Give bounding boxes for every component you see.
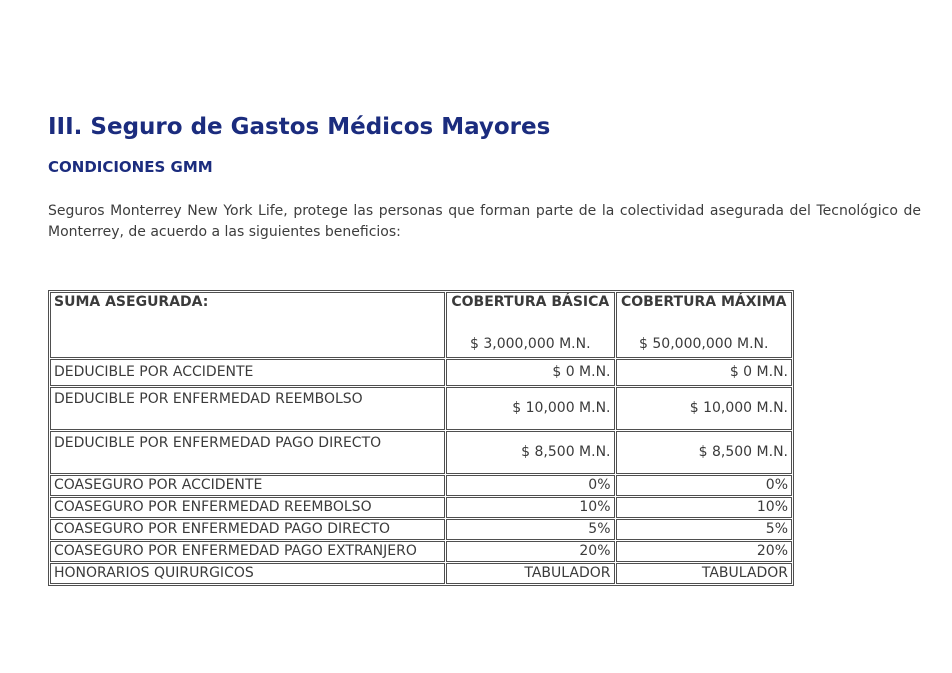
row-value-maxima: 5% [616, 519, 792, 540]
row-label: COASEGURO POR ENFERMEDAD PAGO EXTRANJERO [50, 541, 445, 562]
row-label: COASEGURO POR ACCIDENTE [50, 475, 445, 496]
table-row [50, 563, 792, 584]
row-value-maxima: $ 0 M.N. [616, 359, 792, 386]
cobertura-basica-amount: $ 3,000,000 M.N. [470, 336, 591, 352]
cobertura-maxima-amount: $ 50,000,000 M.N. [639, 336, 769, 352]
page-title: III. Seguro de Gastos Médicos Mayores [48, 114, 551, 140]
row-label: DEDUCIBLE POR ACCIDENTE [50, 359, 445, 386]
cobertura-basica-title: COBERTURA BÁSICA [451, 294, 610, 310]
row-value-basica: 5% [446, 519, 614, 540]
header-cobertura-maxima [616, 292, 792, 358]
table-row [50, 359, 792, 386]
row-label: DEDUCIBLE POR ENFERMEDAD PAGO DIRECTO [50, 431, 445, 474]
coverage-table [48, 290, 794, 586]
row-value-basica: TABULADOR [446, 563, 614, 584]
row-value-basica: $ 0 M.N. [446, 359, 614, 386]
table-row [50, 519, 792, 540]
row-value-basica: $ 8,500 M.N. [446, 431, 614, 474]
row-value-maxima: 10% [616, 497, 792, 518]
intro-paragraph: Seguros Monterrey New York Life, protege las personas que forman parte de la colectividad asegurada del Tecnológico de Monterrey, de acuerdo a las siguientes beneficios: [48, 203, 921, 240]
row-value-maxima: $ 10,000 M.N. [616, 387, 792, 430]
row-value-maxima: 0% [616, 475, 792, 496]
row-value-maxima: $ 8,500 M.N. [616, 431, 792, 474]
section-subtitle: CONDICIONES GMM [48, 158, 213, 176]
row-value-basica: 10% [446, 497, 614, 518]
row-value-maxima: TABULADOR [616, 563, 792, 584]
table-row [50, 475, 792, 496]
row-label: DEDUCIBLE POR ENFERMEDAD REEMBOLSO [50, 387, 445, 430]
table-row [50, 497, 792, 518]
row-value-basica: 20% [446, 541, 614, 562]
row-label: HONORARIOS QUIRURGICOS [50, 563, 445, 584]
table-header-row [50, 292, 792, 358]
header-suma-asegurada: SUMA ASEGURADA: [50, 292, 445, 358]
cobertura-maxima-title: COBERTURA MÁXIMA [621, 294, 787, 310]
row-value-maxima: 20% [616, 541, 792, 562]
header-cobertura-basica [446, 292, 614, 358]
row-value-basica: 0% [446, 475, 614, 496]
row-label: COASEGURO POR ENFERMEDAD REEMBOLSO [50, 497, 445, 518]
row-label: COASEGURO POR ENFERMEDAD PAGO DIRECTO [50, 519, 445, 540]
table-row [50, 541, 792, 562]
row-value-basica: $ 10,000 M.N. [446, 387, 614, 430]
table-row [50, 431, 792, 474]
table-row [50, 387, 792, 430]
